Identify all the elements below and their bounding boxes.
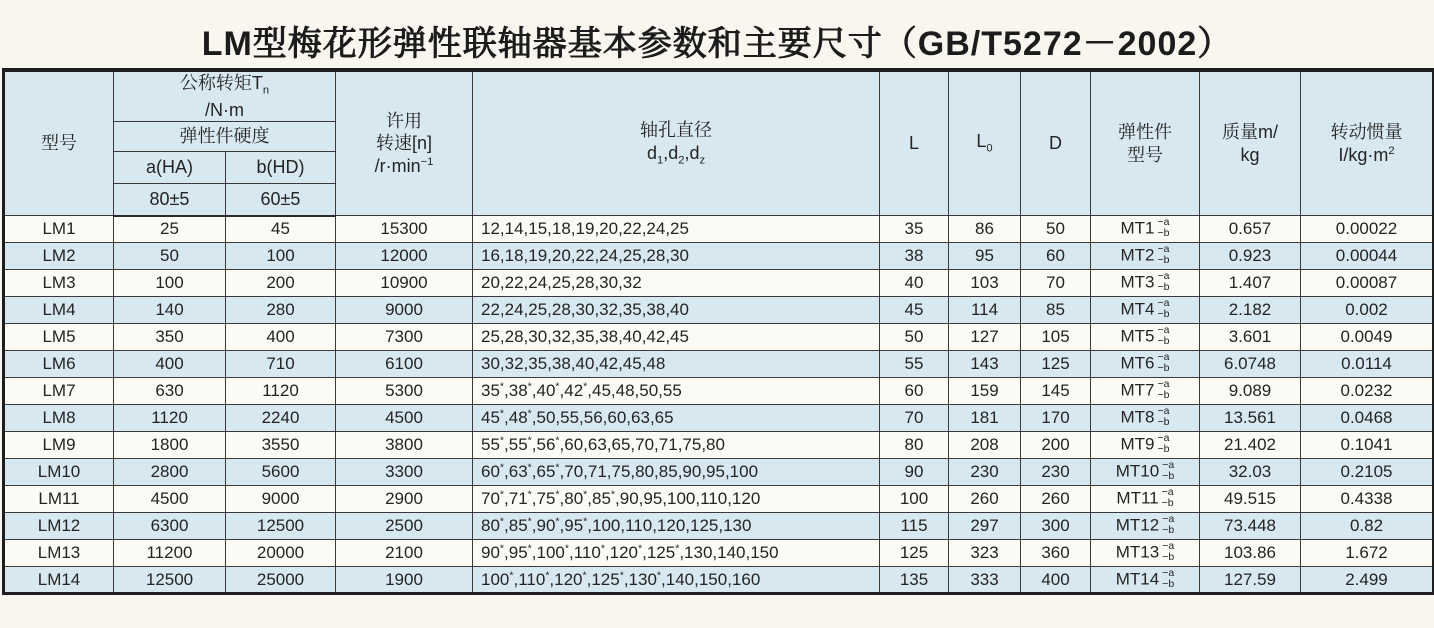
table-row xyxy=(4,459,1434,486)
cell-D: 200 xyxy=(1021,432,1091,459)
mt-tolerance-marks: −a −b xyxy=(1162,513,1175,537)
cell-model: LM5 xyxy=(4,324,114,351)
cell-elastic-model: MT8 −a −b xyxy=(1091,405,1200,432)
cell-mass: 49.515 xyxy=(1200,486,1301,513)
table-row xyxy=(4,243,1434,270)
cell-bore-diameters: 45*,48*,50,55,56,60,63,65 xyxy=(473,405,880,432)
cell-torque-a: 630 xyxy=(114,378,226,405)
cell-torque-b: 9000 xyxy=(226,486,336,513)
mt-tolerance-marks: −a −b xyxy=(1162,459,1175,483)
cell-model: LM10 xyxy=(4,459,114,486)
cell-torque-b: 100 xyxy=(226,243,336,270)
header-inertia: 转动惯量 $I/kg\cdot m^2$ xyxy=(1301,70,1434,216)
cell-inertia: 0.0468 xyxy=(1301,405,1434,432)
table-row xyxy=(4,324,1434,351)
cell-D: 125 xyxy=(1021,351,1091,378)
cell-model: LM11 xyxy=(4,486,114,513)
cell-speed: 2100 xyxy=(336,540,473,567)
cell-elastic-model: MT9 −a −b xyxy=(1091,432,1200,459)
cell-inertia: 0.00087 xyxy=(1301,270,1434,297)
cell-model: LM12 xyxy=(4,513,114,540)
cell-speed: 2900 xyxy=(336,486,473,513)
cell-torque-b: 45 xyxy=(226,216,336,243)
table-row xyxy=(4,432,1434,459)
cell-model: LM14 xyxy=(4,567,114,594)
cell-elastic-model: MT6 −a −b xyxy=(1091,351,1200,378)
cell-L0: 114 xyxy=(949,297,1021,324)
cell-D: 60 xyxy=(1021,243,1091,270)
cell-inertia: 0.82 xyxy=(1301,513,1434,540)
cell-D: 145 xyxy=(1021,378,1091,405)
table-row xyxy=(4,351,1434,378)
cell-torque-a: 100 xyxy=(114,270,226,297)
cell-speed: 3300 xyxy=(336,459,473,486)
cell-inertia: 0.4338 xyxy=(1301,486,1434,513)
cell-torque-a: 1800 xyxy=(114,432,226,459)
cell-model: LM1 xyxy=(4,216,114,243)
cell-model: LM9 xyxy=(4,432,114,459)
cell-L0: 143 xyxy=(949,351,1021,378)
header-bore-diameter: 轴孔直径 $d_1,d_2,d_z$ xyxy=(473,70,880,216)
cell-mass: 3.601 xyxy=(1200,324,1301,351)
cell-L: 100 xyxy=(880,486,949,513)
cell-speed: 5300 xyxy=(336,378,473,405)
page-title: LM型梅花形弹性联轴器基本参数和主要尺寸（GB/T5272－2002） xyxy=(201,25,1233,63)
mt-tolerance-marks: −a −b xyxy=(1162,566,1175,590)
cell-L: 90 xyxy=(880,459,949,486)
header-nominal-torque: 公称转矩$T_n$ /N·m xyxy=(114,70,336,122)
cell-model: LM2 xyxy=(4,243,114,270)
cell-elastic-model: MT10 −a −b xyxy=(1091,459,1200,486)
cell-L0: 230 xyxy=(949,459,1021,486)
header-hardness-b: b(HD) xyxy=(226,152,336,184)
cell-L: 35 xyxy=(880,216,949,243)
coupling-spec-table xyxy=(2,68,1434,595)
cell-torque-b: 400 xyxy=(226,324,336,351)
cell-torque-b: 2240 xyxy=(226,405,336,432)
cell-inertia: 2.499 xyxy=(1301,567,1434,594)
cell-L0: 297 xyxy=(949,513,1021,540)
cell-L0: 260 xyxy=(949,486,1021,513)
cell-torque-a: 6300 xyxy=(114,513,226,540)
cell-bore-diameters: 35*,38*,40*,42*,45,48,50,55 xyxy=(473,378,880,405)
cell-L: 40 xyxy=(880,270,949,297)
cell-torque-a: 11200 xyxy=(114,540,226,567)
cell-torque-a: 350 xyxy=(114,324,226,351)
cell-inertia: 0.0049 xyxy=(1301,324,1434,351)
cell-L: 55 xyxy=(880,351,949,378)
cell-model: LM8 xyxy=(4,405,114,432)
header-model: 型号 xyxy=(4,70,114,216)
cell-L0: 159 xyxy=(949,378,1021,405)
cell-mass: 73.448 xyxy=(1200,513,1301,540)
cell-L: 80 xyxy=(880,432,949,459)
cell-model: LM6 xyxy=(4,351,114,378)
table-row xyxy=(4,513,1434,540)
cell-model: LM7 xyxy=(4,378,114,405)
cell-bore-diameters: 60*,63*,65*,70,71,75,80,85,90,95,100 xyxy=(473,459,880,486)
cell-torque-b: 12500 xyxy=(226,513,336,540)
mt-tolerance-marks: −a −b xyxy=(1157,297,1170,321)
cell-inertia: 0.0232 xyxy=(1301,378,1434,405)
cell-bore-diameters: 80*,85*,90*,95*,100,110,120,125,130 xyxy=(473,513,880,540)
cell-torque-a: 50 xyxy=(114,243,226,270)
cell-D: 400 xyxy=(1021,567,1091,594)
cell-L: 45 xyxy=(880,297,949,324)
cell-D: 230 xyxy=(1021,459,1091,486)
cell-bore-diameters: 30,32,35,38,40,42,45,48 xyxy=(473,351,880,378)
header-hardness-a-value: 80±5 xyxy=(114,184,226,216)
cell-inertia: 0.00044 xyxy=(1301,243,1434,270)
cell-inertia: 0.2105 xyxy=(1301,459,1434,486)
mt-tolerance-marks: −a −b xyxy=(1157,378,1170,402)
cell-D: 360 xyxy=(1021,540,1091,567)
mt-tolerance-marks: −a −b xyxy=(1157,270,1170,294)
table-row xyxy=(4,567,1434,594)
cell-L: 38 xyxy=(880,243,949,270)
cell-elastic-model: MT11 −a −b xyxy=(1091,486,1200,513)
header-hardness-a: a(HA) xyxy=(114,152,226,184)
cell-bore-diameters: 20,22,24,25,28,30,32 xyxy=(473,270,880,297)
cell-D: 300 xyxy=(1021,513,1091,540)
cell-inertia: 0.0114 xyxy=(1301,351,1434,378)
cell-D: 260 xyxy=(1021,486,1091,513)
cell-mass: 103.86 xyxy=(1200,540,1301,567)
cell-speed: 6100 xyxy=(336,351,473,378)
header-mass: 质量m/ kg xyxy=(1200,70,1301,216)
cell-speed: 2500 xyxy=(336,513,473,540)
cell-D: 70 xyxy=(1021,270,1091,297)
cell-torque-a: 1120 xyxy=(114,405,226,432)
cell-L: 60 xyxy=(880,378,949,405)
mt-tolerance-marks: −a −b xyxy=(1157,243,1170,267)
header-L: L xyxy=(880,70,949,216)
cell-D: 105 xyxy=(1021,324,1091,351)
cell-elastic-model: MT13 −a −b xyxy=(1091,540,1200,567)
cell-L0: 323 xyxy=(949,540,1021,567)
cell-model: LM4 xyxy=(4,297,114,324)
table-body xyxy=(4,216,1434,594)
mt-tolerance-marks: −a −b xyxy=(1157,324,1170,348)
cell-torque-a: 25 xyxy=(114,216,226,243)
table-header xyxy=(4,70,1434,216)
cell-elastic-model: MT7 −a −b xyxy=(1091,378,1200,405)
cell-L: 50 xyxy=(880,324,949,351)
cell-torque-b: 710 xyxy=(226,351,336,378)
cell-L: 135 xyxy=(880,567,949,594)
cell-speed: 3800 xyxy=(336,432,473,459)
cell-elastic-model: MT5 −a −b xyxy=(1091,324,1200,351)
cell-mass: 32.03 xyxy=(1200,459,1301,486)
cell-model: LM3 xyxy=(4,270,114,297)
cell-speed: 4500 xyxy=(336,405,473,432)
cell-L0: 208 xyxy=(949,432,1021,459)
cell-torque-a: 400 xyxy=(114,351,226,378)
cell-bore-diameters: 25,28,30,32,35,38,40,42,45 xyxy=(473,324,880,351)
cell-mass: 13.561 xyxy=(1200,405,1301,432)
header-L0: $L_0$ xyxy=(949,70,1021,216)
cell-speed: 10900 xyxy=(336,270,473,297)
cell-L0: 181 xyxy=(949,405,1021,432)
cell-L0: 86 xyxy=(949,216,1021,243)
cell-mass: 9.089 xyxy=(1200,378,1301,405)
cell-torque-b: 1120 xyxy=(226,378,336,405)
cell-mass: 0.657 xyxy=(1200,216,1301,243)
table-row xyxy=(4,405,1434,432)
cell-model: LM13 xyxy=(4,540,114,567)
mt-tolerance-marks: −a −b xyxy=(1157,216,1170,240)
cell-mass: 127.59 xyxy=(1200,567,1301,594)
cell-elastic-model: MT2 −a −b xyxy=(1091,243,1200,270)
cell-torque-b: 25000 xyxy=(226,567,336,594)
cell-elastic-model: MT4 −a −b xyxy=(1091,297,1200,324)
cell-speed: 7300 xyxy=(336,324,473,351)
cell-L: 70 xyxy=(880,405,949,432)
cell-torque-b: 3550 xyxy=(226,432,336,459)
cell-L0: 95 xyxy=(949,243,1021,270)
mt-tolerance-marks: −a −b xyxy=(1157,351,1170,375)
table-row xyxy=(4,540,1434,567)
cell-D: 85 xyxy=(1021,297,1091,324)
table-row xyxy=(4,216,1434,243)
header-hardness-b-value: 60±5 xyxy=(226,184,336,216)
cell-inertia: 0.00022 xyxy=(1301,216,1434,243)
cell-bore-diameters: 22,24,25,28,30,32,35,38,40 xyxy=(473,297,880,324)
cell-torque-a: 12500 xyxy=(114,567,226,594)
cell-torque-a: 140 xyxy=(114,297,226,324)
cell-D: 170 xyxy=(1021,405,1091,432)
cell-inertia: 0.002 xyxy=(1301,297,1434,324)
table-row xyxy=(4,297,1434,324)
cell-elastic-model: MT1 −a −b xyxy=(1091,216,1200,243)
table-row xyxy=(4,486,1434,513)
header-elastic-model: 弹性件 型号 xyxy=(1091,70,1200,216)
mt-tolerance-marks: −a −b xyxy=(1161,486,1174,510)
cell-L: 125 xyxy=(880,540,949,567)
cell-torque-a: 4500 xyxy=(114,486,226,513)
header-elastic-hardness: 弹性件硬度 xyxy=(114,122,336,152)
cell-L0: 127 xyxy=(949,324,1021,351)
table-row xyxy=(4,378,1434,405)
cell-torque-a: 2800 xyxy=(114,459,226,486)
mt-tolerance-marks: −a −b xyxy=(1157,432,1170,456)
header-allowable-speed: 许用 转速[n] $/r\cdot\min^{-1}$ xyxy=(336,70,473,216)
cell-torque-b: 20000 xyxy=(226,540,336,567)
cell-L0: 103 xyxy=(949,270,1021,297)
cell-mass: 1.407 xyxy=(1200,270,1301,297)
cell-mass: 21.402 xyxy=(1200,432,1301,459)
cell-mass: 0.923 xyxy=(1200,243,1301,270)
cell-D: 50 xyxy=(1021,216,1091,243)
cell-L: 115 xyxy=(880,513,949,540)
cell-bore-diameters: 16,18,19,20,22,24,25,28,30 xyxy=(473,243,880,270)
cell-bore-diameters: 12,14,15,18,19,20,22,24,25 xyxy=(473,216,880,243)
cell-L0: 333 xyxy=(949,567,1021,594)
cell-elastic-model: MT14 −a −b xyxy=(1091,567,1200,594)
cell-torque-b: 5600 xyxy=(226,459,336,486)
cell-torque-b: 200 xyxy=(226,270,336,297)
cell-bore-diameters: 100*,110*,120*,125*,130*,140,150,160 xyxy=(473,567,880,594)
table-row xyxy=(4,270,1434,297)
header-D: D xyxy=(1021,70,1091,216)
cell-inertia: 0.1041 xyxy=(1301,432,1434,459)
mt-tolerance-marks: −a −b xyxy=(1157,405,1170,429)
cell-bore-diameters: 55*,55*,56*,60,63,65,70,71,75,80 xyxy=(473,432,880,459)
cell-speed: 15300 xyxy=(336,216,473,243)
cell-elastic-model: MT3 −a −b xyxy=(1091,270,1200,297)
cell-speed: 9000 xyxy=(336,297,473,324)
cell-bore-diameters: 90*,95*,100*,110*,120*,125*,130,140,150 xyxy=(473,540,880,567)
cell-inertia: 1.672 xyxy=(1301,540,1434,567)
cell-mass: 6.0748 xyxy=(1200,351,1301,378)
cell-speed: 1900 xyxy=(336,567,473,594)
cell-mass: 2.182 xyxy=(1200,297,1301,324)
cell-speed: 12000 xyxy=(336,243,473,270)
cell-elastic-model: MT12 −a −b xyxy=(1091,513,1200,540)
mt-tolerance-marks: −a −b xyxy=(1162,540,1175,564)
cell-torque-b: 280 xyxy=(226,297,336,324)
cell-bore-diameters: 70*,71*,75*,80*,85*,90,95,100,110,120 xyxy=(473,486,880,513)
